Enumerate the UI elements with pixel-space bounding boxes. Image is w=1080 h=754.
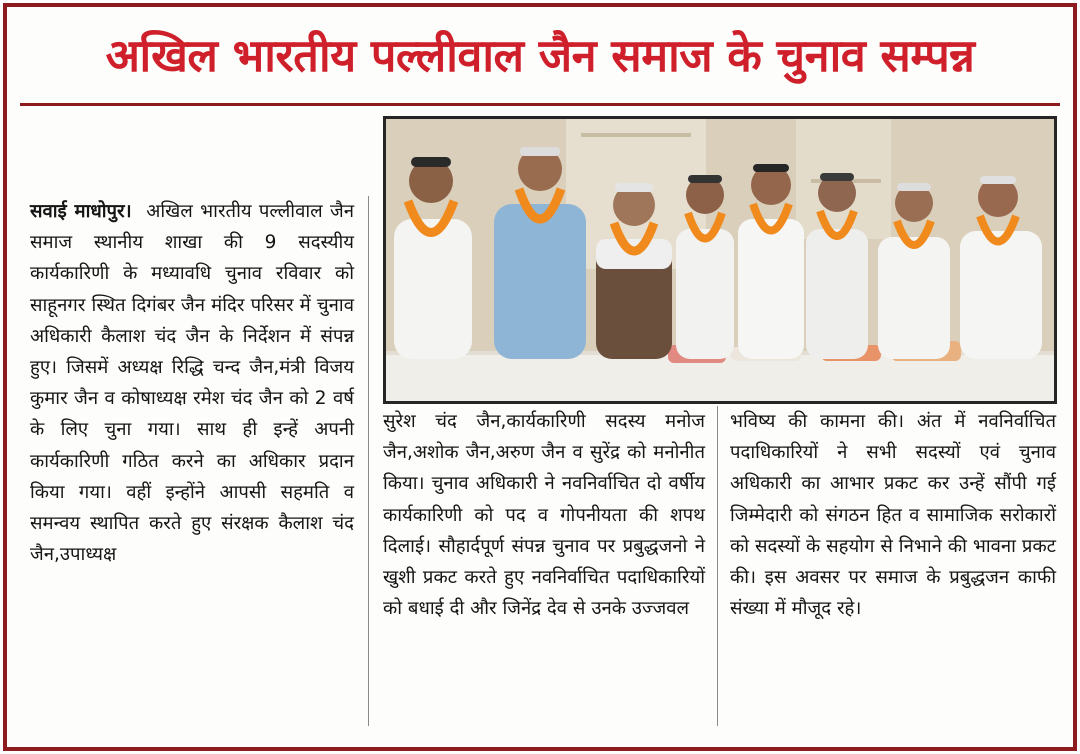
column-2-text: सुरेश चंद जैन,कार्यकारिणी सदस्य मनोज जैन,अशोक जैन,अरुण जैन व सुरेंद्र को मनोनीत किया। चुनाव अधिकारी ने नवनिर्वाचित दो वर्षीय कार्यकारिणी को पद व गोपनीयता की शपथ दिलाई। सौहार्दपूर्ण संपन्न चुनाव पर प्रबुद्धजनो ने खुशी प्रकट करते हुए नवनिर्वाचित पदाधिकारियों को बधाई दी और जिनेंद्र देव से उनके उज्जवल: [383, 411, 705, 620]
headline: अखिल भारतीय पल्लीवाल जैन समाज के चुनाव सम्पन्न: [105, 29, 975, 82]
dateline: सवाई माधोपुर।: [30, 201, 132, 222]
column-3-text: भविष्य की कामना की। अंत में नवनिर्वाचित पदाधिकारियों ने सभी सदस्यों एवं चुनाव अधिकारी का आभार प्रकट कर उन्हें सौंपी गई जिम्मेदारी को संगठन हित व सामाजिक सरोकारों को सदस्यों के सहयोग से निभाने की भावना प्रकट की। इस अवसर पर समाज के प्रबुद्धजन काफी संख्या में मौजूद रहे।: [730, 411, 1056, 620]
column-divider-2: [717, 406, 718, 726]
column-1-text: अखिल भारतीय पल्लीवाल जैन समाज स्थानीय शाखा की 9 सदस्यीय कार्यकारिणी के मध्यावधि चुनाव रविवार को साहूनगर स्थित दिगंबर जैन मंदिर परिसर में चुनाव अधिकारी कैलाश चंद जैन के निर्देशन में संपन्न हुए। जिसमें अध्यक्ष रिद्धि चन्द जैन,मंत्री विजय कुमार जैन व कोषाध्यक्ष रमेश चंद जैन को 2 वर्ष के लिए चुना गया। साथ ही इन्हें अपनी कार्यकारिणी गठित करने का अधिकार प्रदान किया गया। वहीं इन्होंने आपसी सहमति व समन्वय स्थापित करते हुए संरक्षक कैलाश चंद जैन,उपाध्यक्ष: [30, 201, 354, 566]
article-column-1: [30, 196, 354, 570]
news-photo: [383, 116, 1057, 404]
headline-rule: [20, 103, 1060, 106]
article-column-3: [730, 406, 1056, 624]
article-column-2: [383, 406, 705, 624]
column-divider-1: [368, 196, 369, 726]
